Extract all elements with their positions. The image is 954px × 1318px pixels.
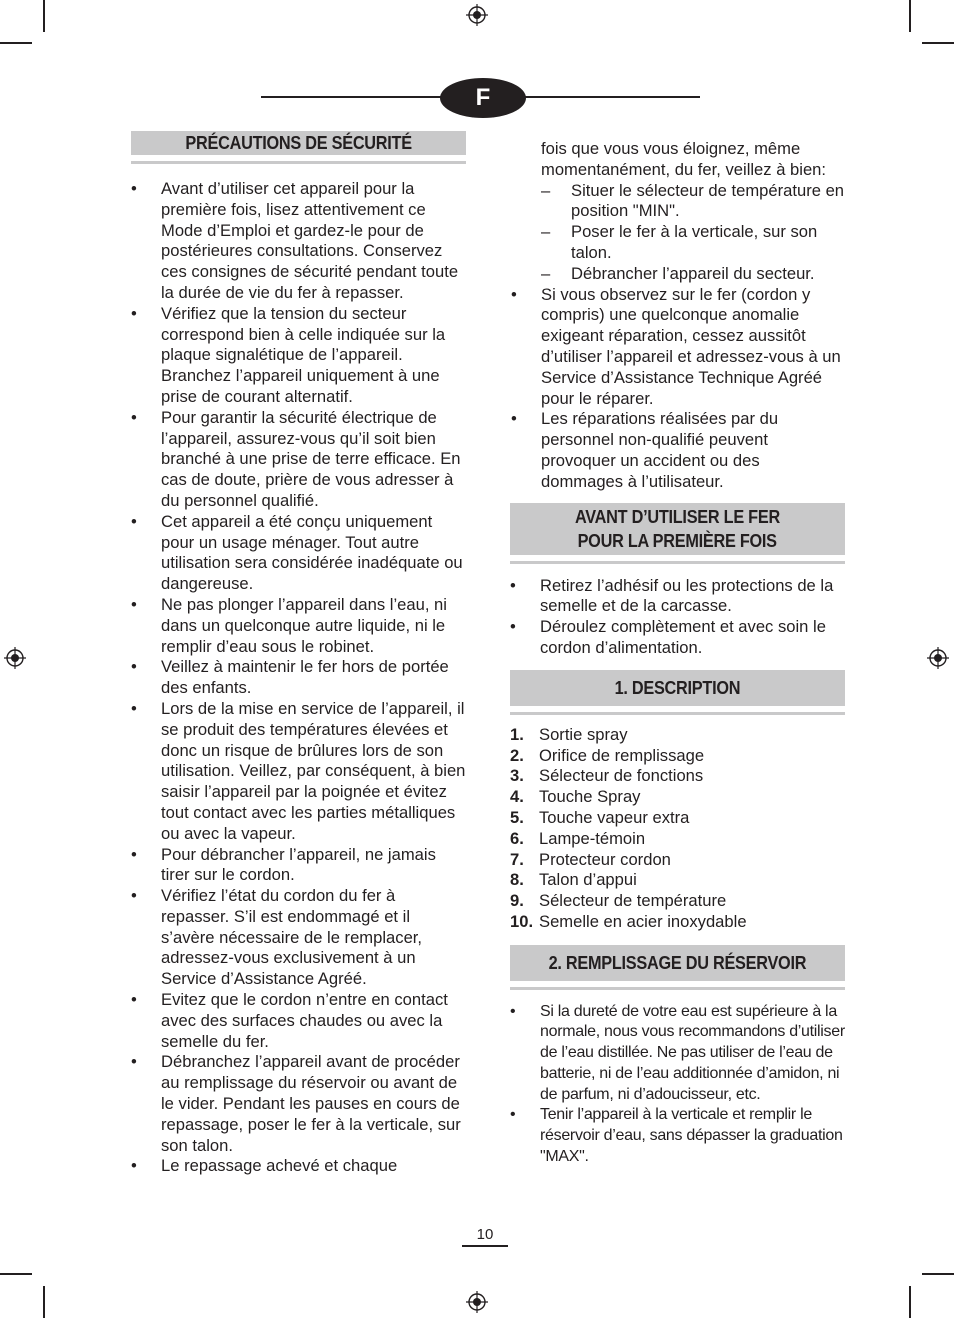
- filling-list: [510, 1002, 845, 1168]
- safety-list: [131, 179, 466, 1177]
- crop-mark: [0, 1273, 32, 1275]
- list-item: • Ne pas plonger l’appareil dans l’eau, ni dans un quelconque autre liquide, ni le remplir d’eau sous le robinet.: [131, 595, 466, 657]
- item-label: Touche Spray: [539, 787, 641, 807]
- section-heading-first-use: [510, 503, 845, 555]
- list-item: • Vérifiez que la tension du secteur correspond bien à celle indiquée sur la plaque signalétique de l’appareil. Branchez l’appareil uniquement à une prise de courant alternatif.: [131, 304, 466, 408]
- list-item: • Retirez l’adhésif ou les protections de la semelle et de la carcasse.: [510, 576, 845, 618]
- description-item: [510, 870, 845, 891]
- item-label: Protecteur cordon: [539, 849, 671, 869]
- registration-mark-icon: [927, 647, 949, 669]
- section-heading-text: 2. REMPLISSAGE DU RÉSERVOIR: [548, 951, 807, 973]
- list-item: • Le repassage achevé et chaque: [131, 1156, 466, 1177]
- list-item: • Si vous observez sur le fer (cordon y compris) une quelconque anomalie exigeant réparation, cessez aussitôt d’utiliser l’appareil et adressez-vous à un Service d’Assistance Technique Agréé pour le réparer.: [511, 285, 845, 410]
- item-number: 2.: [510, 745, 524, 765]
- crop-mark: [0, 42, 32, 44]
- language-tab: F: [440, 78, 526, 118]
- list-item: • Pour débrancher l’appareil, ne jamais tirer sur le cordon.: [131, 845, 466, 887]
- item-number: 7.: [510, 849, 524, 869]
- description-item: [510, 891, 845, 912]
- crop-mark: [922, 1273, 954, 1275]
- item-label: Sélecteur de fonctions: [539, 766, 704, 786]
- safety-list-continued: [510, 285, 845, 493]
- item-label: Sélecteur de température: [539, 891, 727, 911]
- section-heading-filling: [510, 945, 845, 981]
- list-item: • Cet appareil a été conçu uniquement pour un usage ménager. Tout autre utilisation sera considérée inadéquate ou dangereuse.: [131, 512, 466, 595]
- registration-mark-icon: [466, 1291, 488, 1313]
- description-item: [510, 766, 845, 787]
- crop-mark: [922, 42, 954, 44]
- list-item: • Evitez que le cordon n’entre en contact avec des surfaces chaudes ou avec la semelle du fer.: [131, 990, 466, 1052]
- item-number: 1.: [510, 724, 524, 744]
- description-item: [510, 912, 845, 933]
- item-number: 9.: [510, 891, 524, 911]
- item-label: Lampe-témoin: [539, 828, 646, 848]
- description-list: [510, 725, 845, 933]
- item-number: 10.: [510, 911, 534, 931]
- item-number: 5.: [510, 807, 524, 827]
- description-item: [510, 787, 845, 808]
- description-item: [510, 829, 845, 850]
- list-item: • Les réparations réalisées par du personnel non-qualifié peuvent provoquer un accident ou des dommages à l’utilisateur.: [511, 409, 845, 492]
- crop-mark: [43, 1286, 45, 1318]
- list-item: – Poser le fer à la verticale, sur son talon.: [541, 222, 845, 264]
- item-number: 4.: [510, 787, 524, 807]
- registration-mark-icon: [4, 647, 26, 669]
- section-heading-safety: [131, 131, 466, 155]
- first-use-list: [510, 576, 845, 659]
- list-item: • Déroulez complètement et avec soin le cordon d’alimentation.: [510, 617, 845, 659]
- item-label: Talon d’appui: [539, 870, 637, 890]
- right-column: [510, 139, 845, 1167]
- list-item: • Vérifiez l’état du cordon du fer à repasser. S’il est endommagé et il s’avère nécessaire de le remplacer, adressez-vous exclusivement à un Service d’Assistance Agréé.: [131, 886, 466, 990]
- list-item: • Veillez à maintenir le fer hors de portée des enfants.: [131, 657, 466, 699]
- item-label: Touche vapeur extra: [539, 807, 690, 827]
- list-item: – Situer le sélecteur de température en position "MIN".: [541, 181, 845, 223]
- item-label: Orifice de remplissage: [539, 745, 705, 765]
- crop-mark: [43, 0, 45, 32]
- item-number: 3.: [510, 766, 524, 786]
- heading-line: AVANT D’UTILISER LE FER: [575, 505, 780, 527]
- list-item: • Débranchez l’appareil avant de procéder au remplissage du réservoir ou avant de le vider. Pendant les pauses en cours de repassage, poser le fer à la verticale, sur son talon.: [131, 1052, 466, 1156]
- item-label: Semelle en acier inoxydable: [539, 911, 747, 931]
- list-item: • Lors de la mise en service de l’appareil, il se produit des températures élevées et donc un risque de brûlures lors de son utilisation. Veillez, par conséquent, à bien saisir l’appareil par la poignée et évitez tout contact avec les parties métalliques ou avec la vapeur.: [131, 699, 466, 845]
- description-item: [510, 746, 845, 767]
- crop-mark: [909, 1286, 911, 1318]
- item-label: Sortie spray: [539, 724, 628, 744]
- dash-list: [510, 181, 845, 285]
- page-number: 10: [462, 1226, 508, 1247]
- list-item: • Pour garantir la sécurité électrique de l’appareil, assurez-vous qu’il soit bien branché à une prise de terre efficace. En cas de doute, prière de vous adresser à du personnel qualifié.: [131, 408, 466, 512]
- list-item: • Si la dureté de votre eau est supérieure à la normale, nous vous recommandons d’utiliser de l’eau distillée. Ne pas utiliser de l’eau de batterie, ni de l’eau additionnée d’amidon, ni de parfum, ni d’adoucisseur, etc.: [510, 1002, 845, 1106]
- section-heading-description: [510, 670, 845, 706]
- item-number: 8.: [510, 870, 524, 890]
- header-rule: [525, 96, 700, 98]
- header-rule: [261, 96, 441, 98]
- registration-mark-icon: [466, 4, 488, 26]
- item-number: 6.: [510, 828, 524, 848]
- list-item: • Tenir l’appareil à la verticale et remplir le réservoir d’eau, sans dépasser la graduation "MAX".: [510, 1105, 845, 1167]
- list-item: • Avant d’utiliser cet appareil pour la première fois, lisez attentivement ce Mode d’Emploi et gardez-le pour de postérieures consultations. Conservez ces consignes de sécurité pendant toute la durée de vie du fer à repasser.: [131, 179, 466, 304]
- crop-mark: [909, 0, 911, 32]
- list-item: – Débrancher l’appareil du secteur.: [541, 264, 845, 285]
- description-item: [510, 808, 845, 829]
- section-heading-text: 1. DESCRIPTION: [614, 676, 741, 698]
- description-item: [510, 725, 845, 746]
- left-column: [131, 131, 466, 1177]
- continuation-text: fois que vous vous éloignez, même momentanément, du fer, veillez à bien:: [541, 139, 827, 179]
- section-heading-text: PRÉCAUTIONS DE SÉCURITÉ: [185, 132, 412, 153]
- description-item: [510, 850, 845, 871]
- heading-line: POUR LA PREMIÈRE FOIS: [577, 529, 778, 551]
